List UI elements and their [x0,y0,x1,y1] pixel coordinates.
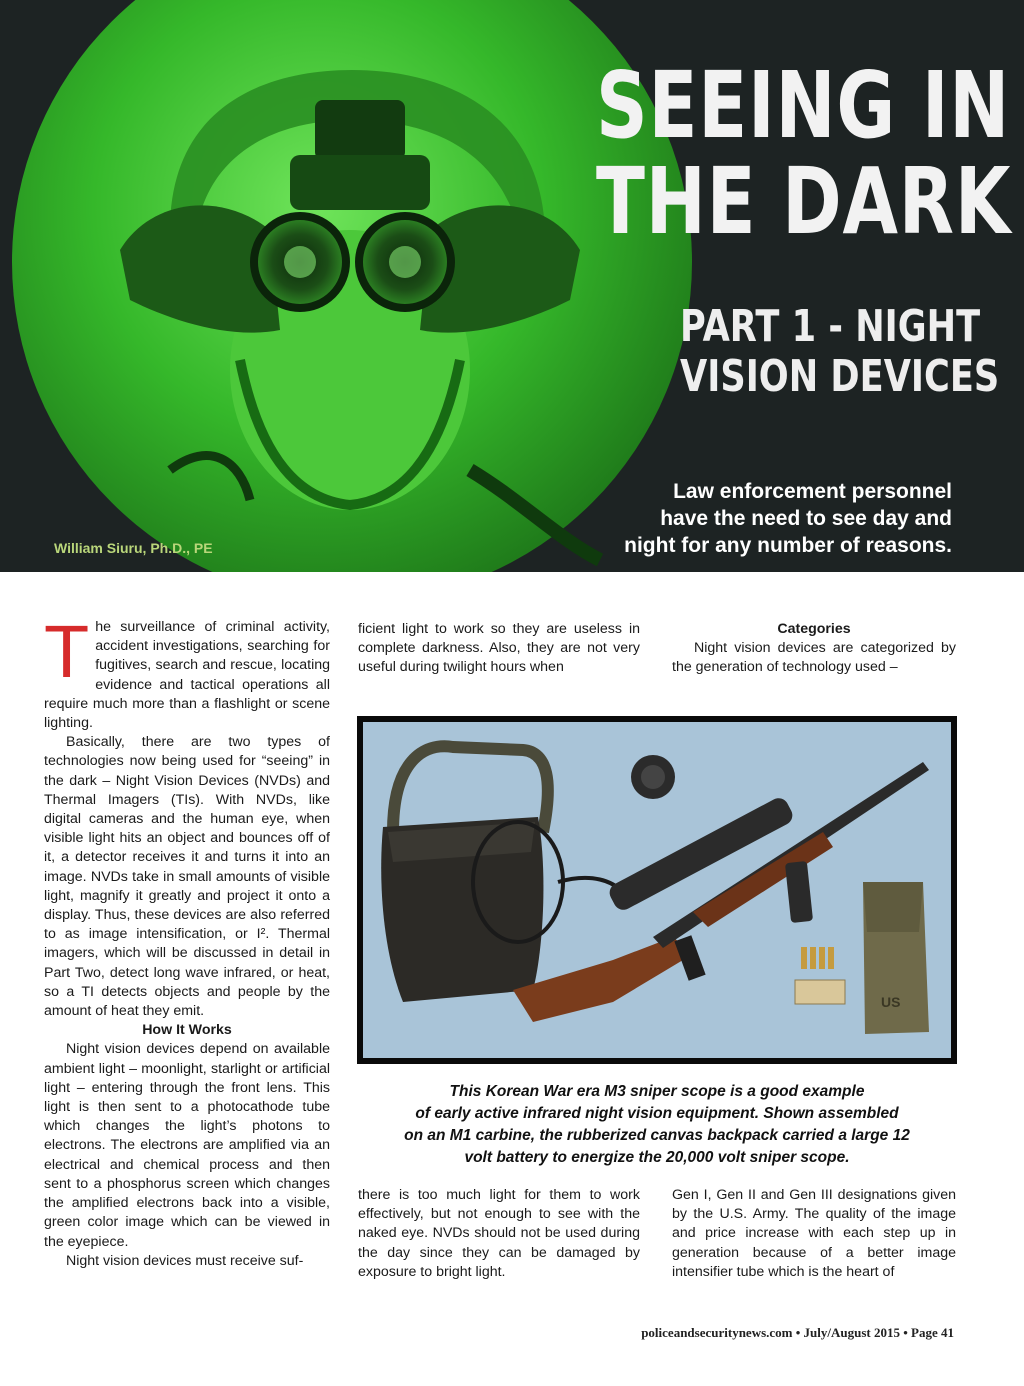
caption-line-4: volt battery to energize the 20,000 volt sniper scope. [464,1149,850,1166]
paragraph-how-it-works: Night vision devices depend on available ambient light – moonlight, starlight or artificial light – entering through the front lens. This light is then sent to a photocathode tube which changes the light’s photons to electrons. The electrons are amplified via an electrical and chemical process and then sent to a phosphorus screen which changes the amplified electrons back into a visible, green color image which can be viewed in the eyepiece. [44,1041,330,1250]
paragraph-col2-bottom: there is too much light for them to work effectively, but not enough to see with the naked eye. NVDs should not be used during the day since they can be damaged by exposure to bright light. [358,1187,640,1280]
article-column-3-bottom [672,1186,956,1282]
paragraph-must-receive: Night vision devices must receive suf- [66,1252,304,1269]
m3-sniper-scope-photo [363,722,951,1058]
article-column-2-top [358,620,640,678]
headline-line-1: SEEING IN [596,52,1011,159]
paragraph-col2-top: ficient light to work so they are useless in complete darkness. Also, they are not very useful during twilight hours when [358,621,640,676]
article-column-3-top [672,620,956,678]
drop-cap: T [44,610,90,693]
photo-caption [360,1081,954,1169]
subheadline-line-1: PART 1 - NIGHT [680,301,981,352]
article-headline [596,52,1012,255]
caption-line-2: of early active infrared night vision equipment. Shown assembled [415,1105,899,1122]
article-column-2-bottom [358,1186,640,1282]
hero-banner [0,0,1024,572]
section-heading-how-it-works: How It Works [142,1022,232,1039]
page-footer: policeandsecuritynews.com • July/August 2015 • Page 41 [641,1325,954,1340]
deck-line-3: night for any number of reasons. [624,534,952,557]
author-byline: William Siuru, Ph.D., PE [54,540,213,556]
pouch-us-marking: US [881,994,901,1010]
article-deck [532,478,952,559]
deck-line-2: have the need to see day and [660,507,952,530]
sniper-scope-photo-frame [357,716,957,1064]
paragraph-col3-top: Night vision devices are categorized by the generation of technology used – [672,640,956,676]
caption-line-1: This Korean War era M3 sniper scope is a good example [449,1083,865,1100]
intro-paragraph [44,610,330,733]
section-heading-categories: Categories [777,621,851,637]
intro-text: he surveillance of criminal activity, accident investigations, searching for fugitives, search and rescue, locating evidence and tactical operations all require much more than a flashlight or scene lighting. [44,619,330,732]
caption-line-3: on an M1 carbine, the rubberized canvas backpack carried a large 12 [404,1127,910,1144]
paragraph-col3-bottom: Gen I, Gen II and Gen III designations given by the U.S. Army. The quality of the image and price increase with each step up in generation because of a better image intensifier tube which is the heart of [672,1187,956,1280]
article-column-1 [44,610,330,1271]
article-subheadline [680,301,1000,402]
paragraph-two-types: Basically, there are two types of technologies now being used for “seeing” in the dark – Night Vision Devices (NVDs) and Thermal Imagers (TIs). With NVDs, like digital cameras and the human eye, when visible light hits an object and bounces off of it, a detector receives it and turns it into an image. NVDs take in small amounts of visible light, magnify it greatly and project it onto a display. Thus, these devices are also referred to as image intensification, or I². Thermal imagers, which will be discussed in detail in Part Two, detect long wave infrared, or heat, so a TI detects objects and people by the amount of heat they emit. [44,734,330,1020]
subheadline-line-2: VISION DEVICES [680,351,1000,402]
headline-line-2: THE DARK [596,148,1012,255]
deck-line-1: Law enforcement personnel [673,480,952,503]
